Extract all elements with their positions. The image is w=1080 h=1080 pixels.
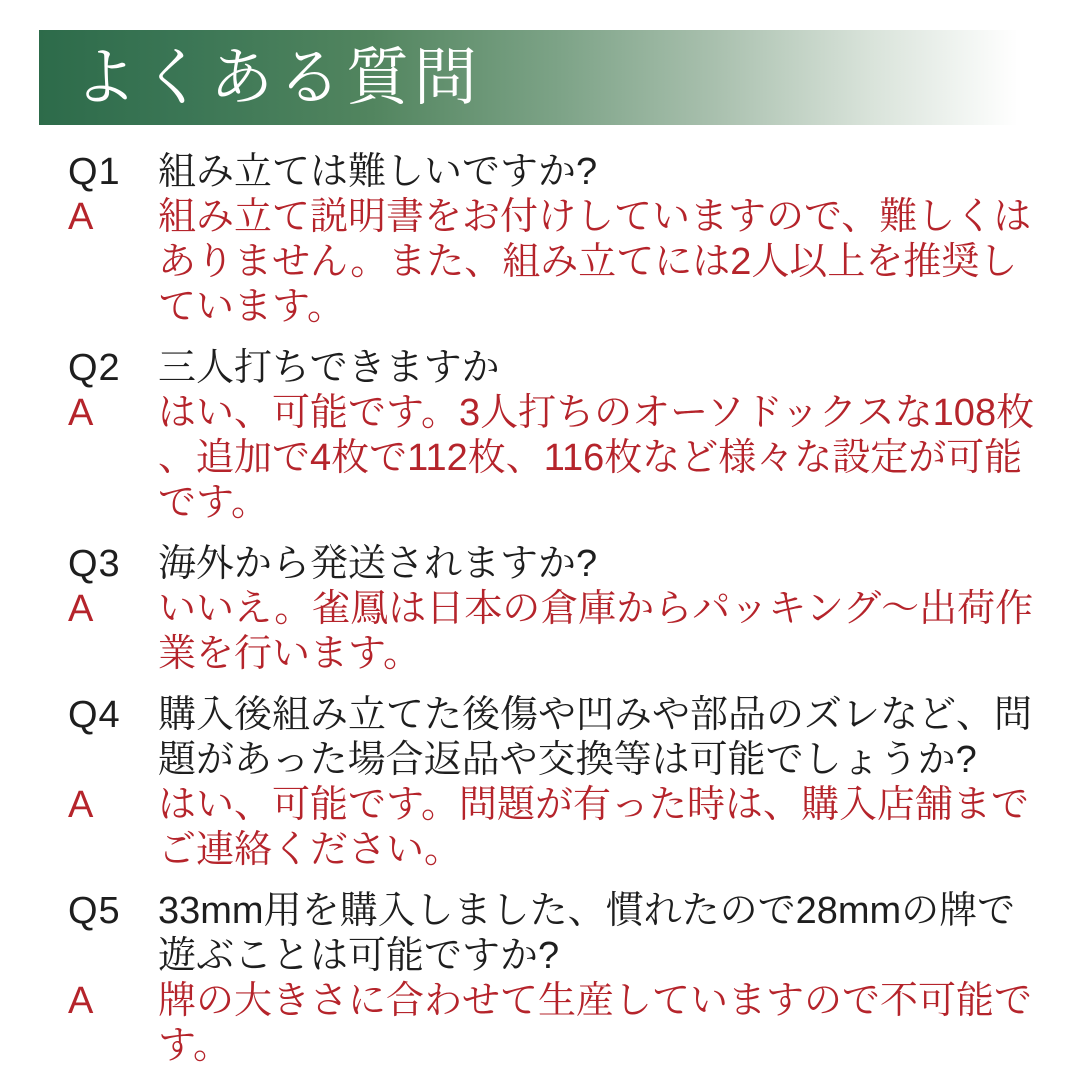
faq-item-1	[68, 150, 1048, 330]
faq-item-2	[68, 346, 1048, 526]
answer-text: 組み立て説明書をお付けしていますので、難しくはありません。また、組み立てには2人以上を推奨しています。	[158, 196, 1032, 328]
page-title: よくある質問	[74, 43, 482, 113]
question-text: 33mm用を購入しました、慣れたので28mmの牌で遊ぶことは可能ですか?	[158, 890, 1016, 977]
answer-text: はい、可能です。問題が有った時は、購入店舗までご連絡ください。	[158, 784, 1029, 871]
question-text: 組み立ては難しいですか?	[158, 151, 598, 193]
question-label: Q2	[68, 347, 121, 389]
faq-item-4	[68, 693, 1048, 873]
section-header-banner	[39, 30, 1080, 125]
answer-text: 牌の大きさに合わせて生産していますので不可能です。	[158, 980, 1033, 1067]
answer-label: A	[68, 588, 95, 630]
faq-list	[68, 150, 1048, 1080]
question-text: 三人打ちできますか	[158, 347, 500, 389]
answer-text: いいえ。雀鳳は日本の倉庫からパッキング～出荷作業を行います。	[158, 588, 1034, 675]
question-text: 海外から発送されますか?	[158, 543, 598, 585]
answer-label: A	[68, 980, 95, 1022]
answer-label: A	[68, 784, 95, 826]
question-label: Q5	[68, 890, 121, 932]
question-label: Q3	[68, 543, 121, 585]
answer-label: A	[68, 196, 95, 238]
faq-item-3	[68, 542, 1048, 677]
answer-label: A	[68, 392, 95, 434]
question-label: Q1	[68, 151, 121, 193]
question-text: 購入後組み立てた後傷や凹みや部品のズレなど、問題があった場合返品や交換等は可能でしょうか?	[158, 694, 1033, 781]
answer-text: はい、可能です。3人打ちのオーソドックスな108枚、追加で4枚で112枚、116枚など様々な設定が可能です。	[158, 392, 1035, 524]
faq-item-5	[68, 889, 1048, 1069]
question-label: Q4	[68, 694, 121, 736]
